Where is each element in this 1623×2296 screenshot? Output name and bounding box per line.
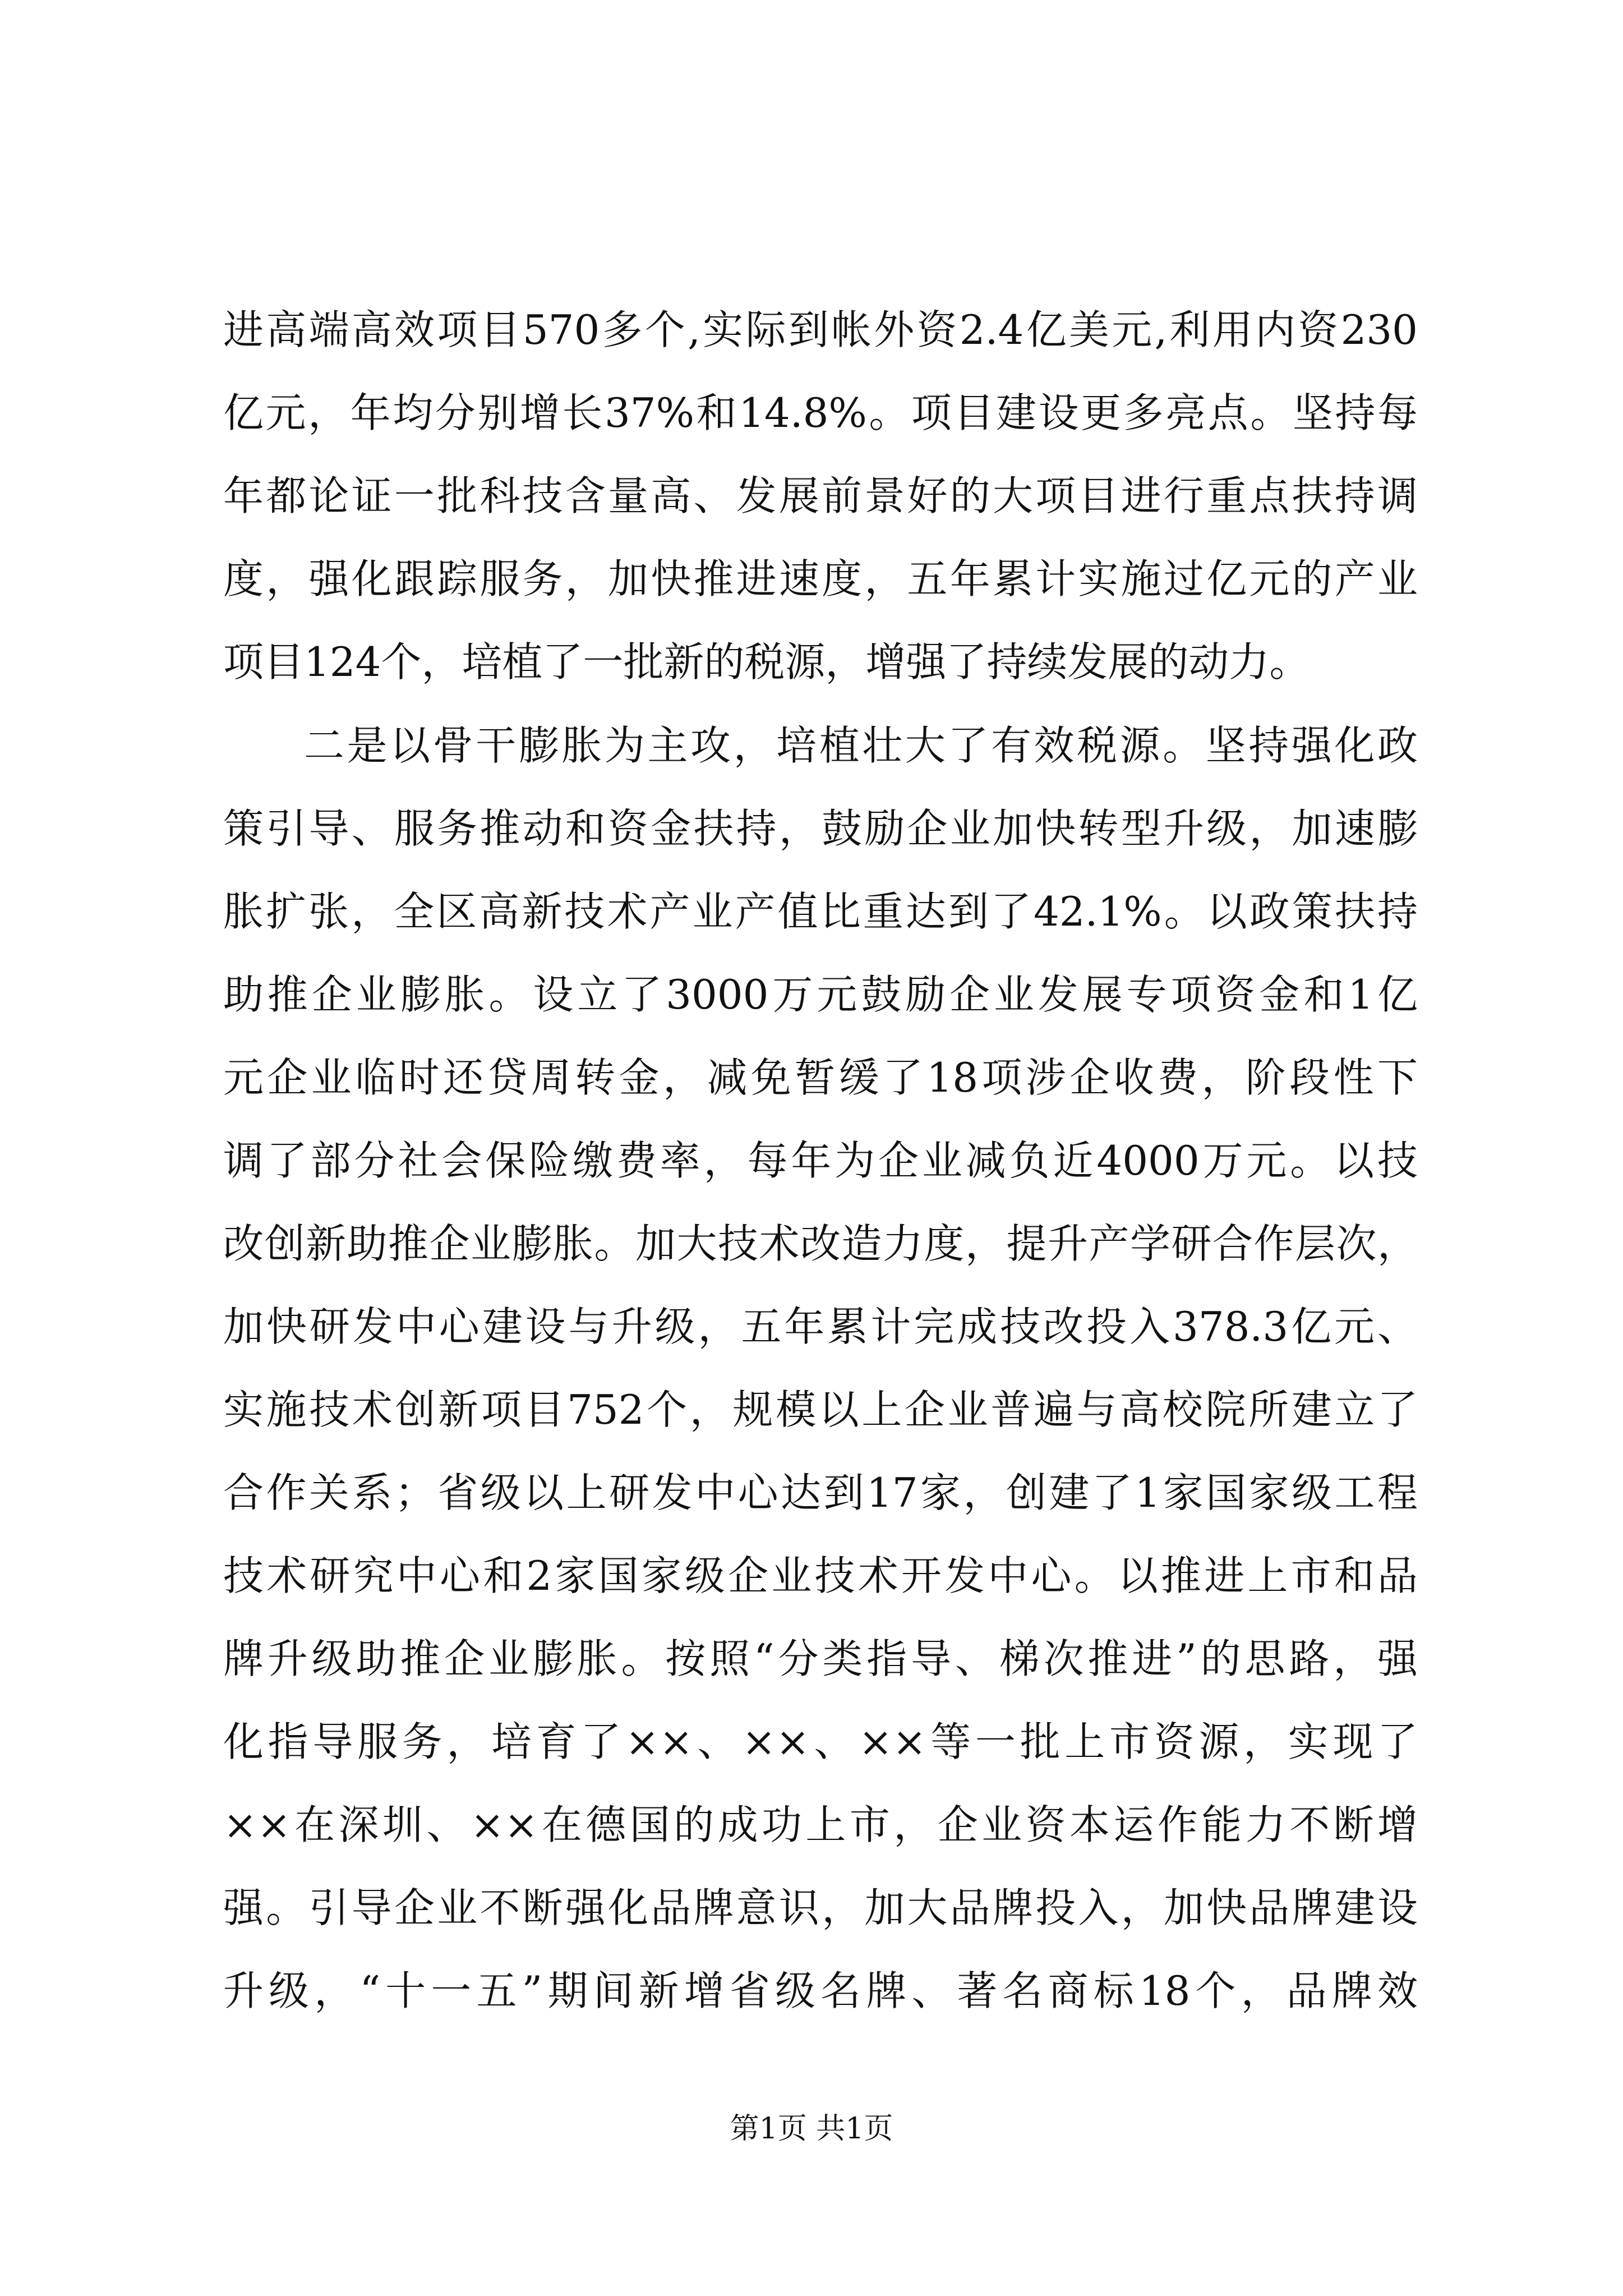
text-line: 元企业临时还贷周转金，减免暂缓了18项涉企收费，阶段性下	[223, 1054, 1418, 1101]
text-line: 助推企业膨胀。设立了3000万元鼓励企业发展专项资金和1亿	[223, 971, 1418, 1018]
text-line: 合作关系；省级以上研发中心达到17家，创建了1家国家级工程	[223, 1469, 1418, 1516]
text-line: 牌升级助推企业膨胀。按照“分类指导、梯次推进”的思路，强	[223, 1635, 1418, 1682]
text-line: 技术研究中心和2家国家级企业技术开发中心。以推进上市和品	[223, 1552, 1418, 1599]
text-line: 亿元，年均分别增长37%和14.8%。项目建设更多亮点。坚持每	[223, 389, 1418, 436]
text-line: 化指导服务，培育了××、××、××等一批上市资源，实现了	[223, 1718, 1418, 1765]
text-line: 项目124个，培植了一批新的税源，增强了持续发展的动力。	[223, 638, 1310, 685]
text-line: 强。引导企业不断强化品牌意识，加大品牌投入，加快品牌建设	[223, 1884, 1418, 1931]
text-line: ××在深圳、××在德国的成功上市，企业资本运作能力不断增	[223, 1801, 1418, 1848]
text-line: 进高端高效项目570多个,实际到帐外资2.4亿美元,利用内资230	[223, 306, 1418, 353]
text-line: 胀扩张，全区高新技术产业产值比重达到了42.1%。以政策扶持	[223, 888, 1418, 935]
page-number-footer: 第1页 共1页	[730, 2112, 893, 2146]
text-line: 年都论证一批科技含量高、发展前景好的大项目进行重点扶持调	[223, 472, 1418, 519]
text-line: 策引导、服务推动和资金扶持，鼓励企业加快转型升级，加速膨	[223, 805, 1418, 852]
text-line: 实施技术创新项目752个，规模以上企业普遍与高校院所建立了	[223, 1386, 1418, 1433]
text-line: 升级，“十一五”期间新增省级名牌、著名商标18个，品牌效	[223, 1967, 1418, 2014]
paragraph-start-line: 二是以骨干膨胀为主攻，培植壮大了有效税源。坚持强化政	[304, 722, 1418, 769]
text-line: 加快研发中心建设与升级，五年累计完成技改投入378.3亿元、	[223, 1303, 1418, 1350]
text-line: 改创新助推企业膨胀。加大技术改造力度，提升产学研合作层次，	[223, 1220, 1418, 1267]
text-line: 调了部分社会保险缴费率，每年为企业减负近4000万元。以技	[223, 1137, 1418, 1184]
text-line: 度，强化跟踪服务，加快推进速度，五年累计实施过亿元的产业	[223, 555, 1418, 602]
